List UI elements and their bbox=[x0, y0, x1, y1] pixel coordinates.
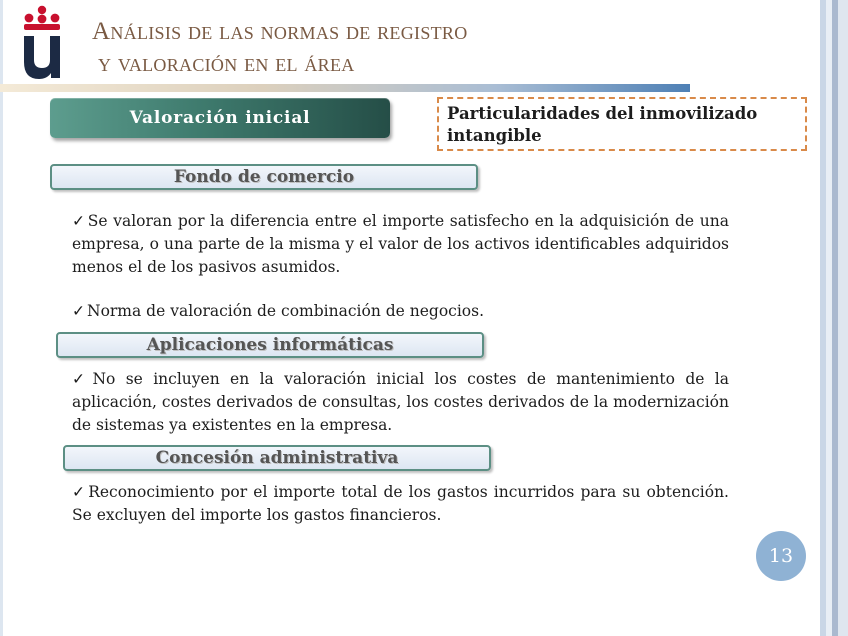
check-mark-icon: ✓ bbox=[72, 483, 87, 501]
section-heading-fondo-de-comercio bbox=[50, 164, 478, 190]
bullet-text: Norma de valoración de combinación de negocios. bbox=[87, 302, 485, 320]
tab-valoracion-inicial-label: Valoración inicial bbox=[129, 108, 311, 128]
bullet-paragraph bbox=[72, 300, 729, 323]
section-heading-label: Aplicaciones informáticas bbox=[146, 335, 394, 355]
bullet-text: Se valoran por la diferencia entre el importe satisfecho en la adquisición de una empresa, o una parte de la misma y el valor de los activos identificables adquiridos menos el de los pasivos asumidos. bbox=[72, 212, 729, 276]
tab-particularidades-label: Particularidades del inmovilizado intangible bbox=[447, 104, 758, 145]
bullet-paragraph bbox=[72, 368, 729, 437]
check-mark-icon: ✓ bbox=[72, 302, 85, 320]
bullet-paragraph bbox=[72, 210, 729, 279]
page-number-badge bbox=[756, 531, 806, 581]
check-mark-icon: ✓ bbox=[72, 370, 91, 388]
title-underline-gradient bbox=[0, 84, 690, 92]
section-heading-aplicaciones-informaticas bbox=[56, 332, 484, 358]
section-heading-concesion-administrativa bbox=[63, 445, 491, 471]
section-heading-label: Fondo de comercio bbox=[173, 167, 355, 187]
tab-valoracion-inicial[interactable] bbox=[50, 98, 390, 138]
slide-title-line-1: Análisis de las normas de registro bbox=[92, 18, 468, 45]
section-heading-label: Concesión administrativa bbox=[155, 448, 399, 468]
bullet-text: No se incluyen en la valoración inicial los costes de mantenimiento de la aplicación, costes derivados de consultas, los costes derivados de la modernización de sistemas ya existentes en la empresa. bbox=[72, 370, 729, 434]
check-mark-icon: ✓ bbox=[72, 212, 86, 230]
bullet-paragraph bbox=[72, 481, 729, 527]
left-border-stripe bbox=[0, 0, 6, 636]
bullet-text: Reconocimiento por el importe total de los gastos incurridos para su obtención. Se excluyen del importe los gastos financieros. bbox=[72, 483, 729, 524]
page-number: 13 bbox=[768, 545, 794, 567]
tab-particularidades-intangible[interactable] bbox=[437, 97, 807, 151]
right-border-stripes bbox=[814, 0, 848, 636]
slide-title-line-2: y valoración en el área bbox=[98, 50, 355, 77]
slide-title bbox=[92, 16, 652, 80]
university-logo-icon bbox=[18, 4, 66, 80]
